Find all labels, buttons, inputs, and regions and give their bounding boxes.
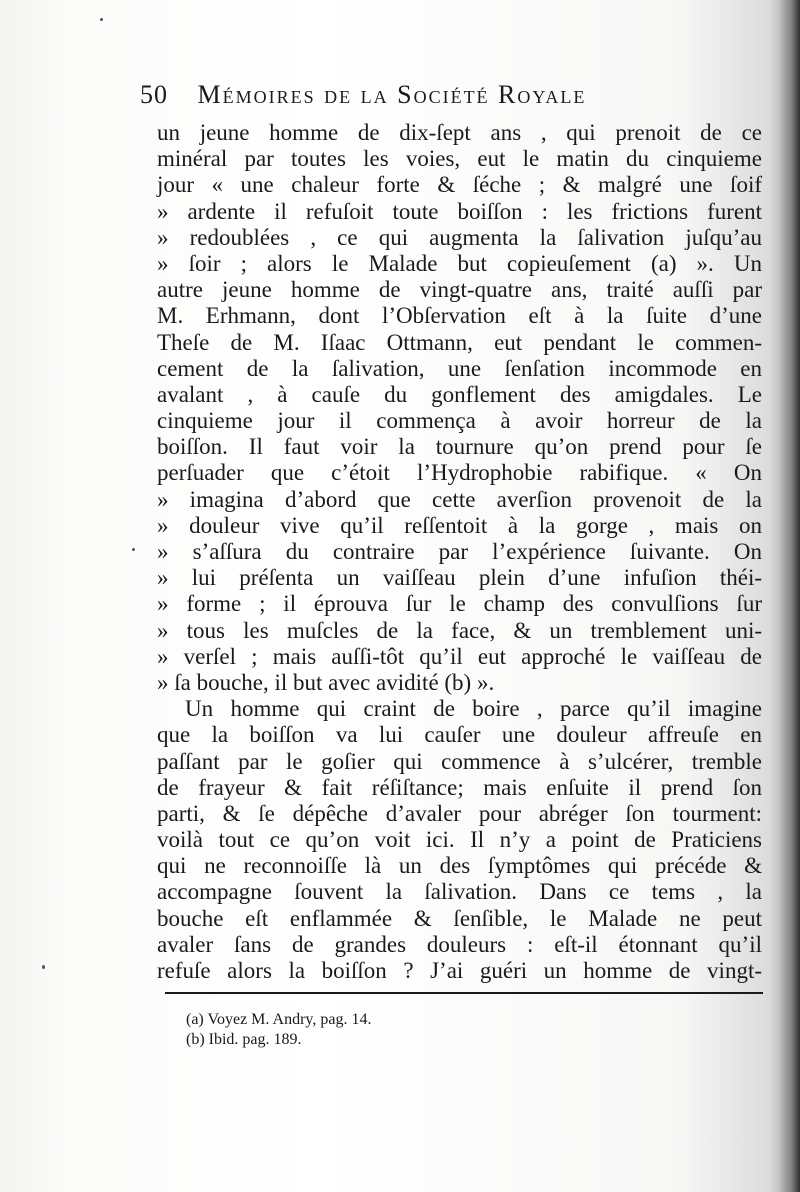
text-line: » verſel ; mais auſſi-tôt qu’il eut approché le vaiſſeau de bbox=[157, 643, 762, 669]
text-line: » s’aſſura du contraire par l’expérience ſuivante. On bbox=[157, 539, 762, 564]
text-line: autre jeune homme de vingt-quatre ans, traité auſſi par bbox=[157, 277, 762, 303]
text-line: refuſe alors la boiſſon ? J’ai guéri un homme de vingt- bbox=[157, 958, 762, 983]
running-title: Mémoires de la Société Royale bbox=[197, 80, 587, 109]
text-line: avaler ſans de grandes douleurs : eſt-il étonnant qu’il bbox=[157, 931, 762, 957]
text-line: » lui préſenta un vaiſſeau plein d’une infuſion théi- bbox=[157, 565, 762, 591]
text-line: Theſe de M. Iſaac Ottmann, eut pendant le commen- bbox=[157, 329, 762, 355]
page-gutter-shadow bbox=[778, 0, 800, 1192]
text-line: » ſoir ; alors le Malade but copieuſement (a) ». Un bbox=[157, 250, 762, 276]
footnotes bbox=[186, 1010, 586, 1050]
ink-speck bbox=[42, 965, 45, 969]
footnote-b: (b) Ibid. pag. 189. bbox=[186, 1031, 302, 1048]
text-line: jour « une chaleur forte & ſéche ; & malgré une ſoif bbox=[157, 172, 762, 198]
text-line: accompagne ſouvent la ſalivation. Dans ce tems , la bbox=[157, 879, 762, 905]
text-line: paſſant par le goſier qui commence à s’ulcérer, tremble bbox=[157, 748, 762, 774]
text-line: M. Erhmann, dont l’Obſervation eſt à la ſuite d’une bbox=[157, 303, 762, 329]
text-line: » redoublées , ce qui augmenta la ſalivation juſqu’au bbox=[157, 224, 762, 250]
text-line: minéral par toutes les voies, eut le matin du cinquieme bbox=[157, 146, 762, 172]
text-line: perſuader que c’étoit l’Hydrophobie rabifique. « On bbox=[157, 460, 762, 486]
ink-speck bbox=[100, 18, 103, 21]
text-line: que la boiſſon va lui cauſer une douleur affreuſe en bbox=[157, 722, 762, 748]
text-line: voilà tout ce qu’on voit ici. Il n’y a point de Praticiens bbox=[157, 827, 762, 853]
ink-speck bbox=[132, 548, 135, 551]
footnote-a: (a) Voyez M. Andry, pag. 14. bbox=[186, 1011, 372, 1028]
text-line: cement de la ſalivation, une ſenſation incommode en bbox=[157, 355, 762, 381]
text-line: » douleur vive qu’il reſſentoit à la gorge , mais on bbox=[157, 512, 762, 538]
text-line: bouche eſt enflammée & ſenſible, le Malade ne peut bbox=[157, 905, 762, 931]
text-line: » tous les muſcles de la face, & un tremblement uni- bbox=[157, 617, 762, 643]
text-line: Un homme qui craint de boire , parce qu’il imagine bbox=[185, 696, 762, 722]
text-line: parti, & ſe dépêche d’avaler pour abréger ſon tourment: bbox=[157, 800, 762, 826]
text-line: avalant , à cauſe du gonflement des amigdales. Le bbox=[157, 381, 762, 407]
running-head bbox=[140, 80, 700, 120]
text-line: qui ne reconnoiſſe là un des ſymptômes qui précéde & bbox=[157, 853, 762, 879]
page-number: 50 bbox=[140, 80, 168, 109]
text-line: cinquieme jour il commença à avoir horreur de la bbox=[157, 408, 762, 434]
footnote-rule bbox=[165, 992, 763, 994]
text-line: un jeune homme de dix-ſept ans , qui prenoit de ce bbox=[157, 120, 762, 145]
text-line: de frayeur & fait réſiſtance; mais enſuite il prend ſon bbox=[157, 774, 762, 800]
text-line: » ſa bouche, il but avec avidité (b) ». bbox=[157, 669, 495, 695]
text-line: » forme ; il éprouva ſur le champ des convulſions ſur bbox=[157, 591, 762, 617]
text-line: » imagina d’abord que cette averſion provenoit de la bbox=[157, 486, 762, 512]
body-text bbox=[157, 120, 762, 984]
text-line: boiſſon. Il faut voir la tournure qu’on prend pour ſe bbox=[157, 434, 762, 460]
text-line: » ardente il refuſoit toute boiſſon : les frictions furent bbox=[157, 198, 762, 224]
